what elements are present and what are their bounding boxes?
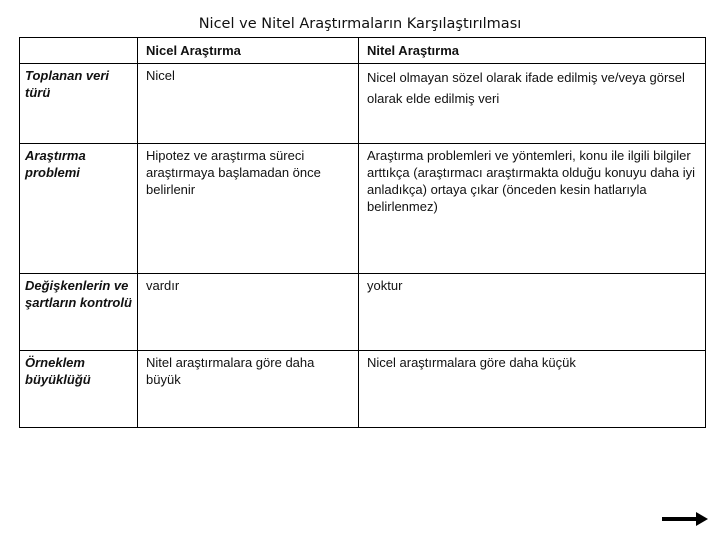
cell-nicel: Hipotez ve araştırma süreci araştırmaya başlamadan önce belirlenir	[138, 144, 359, 274]
cell-nitel: yoktur	[359, 274, 706, 351]
header-empty-cell	[20, 38, 138, 64]
row-label: Değişkenlerin ve şartların kontrolü	[20, 274, 138, 351]
page-title: Nicel ve Nitel Araştırmaların Karşılaştırılması	[198, 16, 522, 32]
cell-nitel: Nicel olmayan sözel olarak ifade edilmiş ve/veya görsel olarak elde edilmiş veri	[359, 64, 706, 144]
table-row	[20, 274, 706, 351]
table-row	[20, 64, 706, 144]
row-label: Araştırma problemi	[20, 144, 138, 274]
table-row	[20, 351, 706, 428]
header-nicel: Nicel Araştırma	[138, 38, 359, 64]
cell-nicel: vardır	[138, 274, 359, 351]
row-label: Toplanan veri türü	[20, 64, 138, 144]
table-row	[20, 144, 706, 274]
cell-nicel: Nitel araştırmalara göre daha büyük	[138, 351, 359, 428]
arrow-right-icon	[660, 509, 710, 529]
cell-nicel: Nicel	[138, 64, 359, 144]
cell-nitel: Nicel araştırmalara göre daha küçük	[359, 351, 706, 428]
row-label: Örneklem büyüklüğü	[20, 351, 138, 428]
comparison-table	[19, 37, 706, 428]
table-header-row	[20, 38, 706, 64]
header-nitel: Nitel Araştırma	[359, 38, 706, 64]
cell-nitel: Araştırma problemleri ve yöntemleri, konu ile ilgili bilgiler arttıkça (araştırmacı araştırmakta olduğu konuyu daha iyi anladıkça) ortaya çıkar (önceden kesin hatlarıyla belirlenmez)	[359, 144, 706, 274]
next-slide-button[interactable]	[660, 509, 710, 529]
